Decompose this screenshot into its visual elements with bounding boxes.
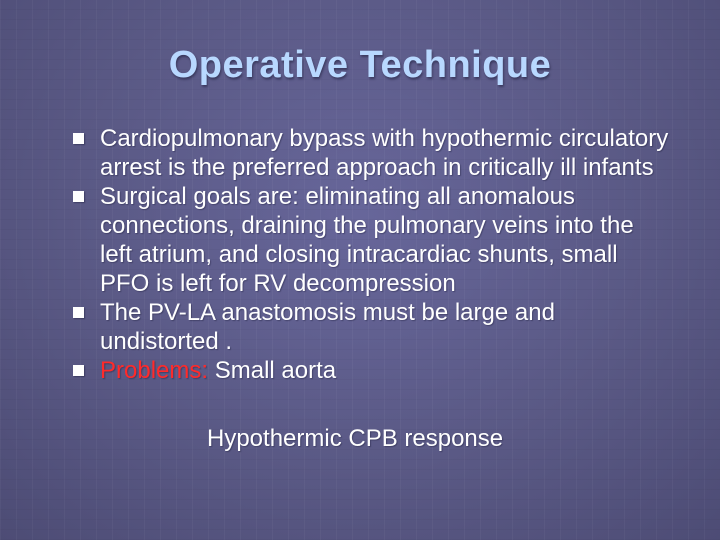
- square-bullet-icon: [73, 307, 84, 318]
- bullet-item: [72, 298, 672, 356]
- problems-subline: Hypothermic CPB response: [207, 425, 504, 452]
- square-bullet-icon: [73, 191, 84, 202]
- bullet-item: [72, 124, 672, 182]
- bullet-text: Surgical goals are: eliminating all anomalous connections, draining the pulmonary veins into the left atrium, and closing intracardiac shunts, small PFO is left for RV decompression: [100, 183, 634, 297]
- problems-label: Problems:: [100, 357, 209, 384]
- square-bullet-icon: [73, 365, 84, 376]
- bullet-item: [72, 182, 672, 298]
- bullet-text: Small aorta: [208, 357, 337, 384]
- bullet-text: Cardiopulmonary bypass with hypothermic circulatory arrest is the preferred approach in critically ill infants: [100, 125, 669, 181]
- bullet-list: [72, 124, 672, 385]
- bullet-text: The PV-LA anastomosis must be large and undistorted .: [100, 299, 555, 355]
- square-bullet-icon: [73, 133, 84, 144]
- slide-title: Operative Technique: [168, 44, 552, 86]
- bullet-item-problems: [72, 356, 672, 385]
